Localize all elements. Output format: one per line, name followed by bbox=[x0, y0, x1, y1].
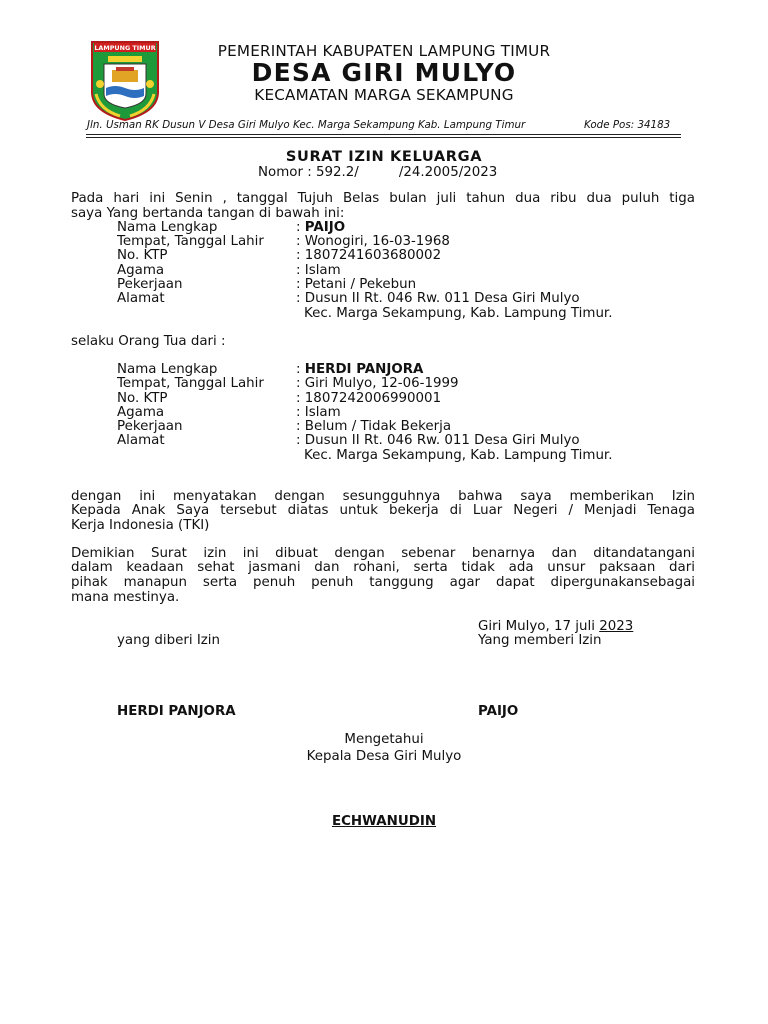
child-birth-row: : Giri Mulyo, 12-06-1999 bbox=[296, 376, 459, 391]
child-religion-label: Agama bbox=[117, 405, 165, 420]
parent-job-row: : Petani / Pekebun bbox=[296, 277, 417, 292]
statement-line-1: dengan ini menyatakan dengan sesungguhnya bahwa saya memberikan Izin bbox=[71, 489, 695, 504]
opening-line-1: Pada hari ini Senin , tanggal Tujuh Belas bulan juli tahun dua ribu dua puluh tiga bbox=[71, 191, 695, 206]
child-job-label: Pekerjaan bbox=[117, 419, 183, 434]
statement-line-2: Kepada Anak Saya tersebut diatas untuk bekerja di Luar Negeri / Menjadi Tenaga bbox=[71, 503, 695, 518]
parent-ktp-row: : 1807241603680002 bbox=[296, 248, 442, 263]
parent-name-label: Nama Lengkap bbox=[117, 220, 218, 235]
left-signer-name: HERDI PANJORA bbox=[117, 704, 236, 719]
village-head-title: Kepala Desa Giri Mulyo bbox=[306, 749, 462, 764]
parent-address-1: Dusun II Rt. 046 Rw. 011 Desa Giri Mulyo bbox=[304, 291, 580, 306]
child-ktp: 1807242006990001 bbox=[304, 391, 442, 406]
parent-religion: Islam bbox=[304, 263, 341, 278]
parent-address-label: Alamat bbox=[117, 291, 165, 306]
child-address-1: Dusun II Rt. 046 Rw. 011 Desa Giri Mulyo bbox=[304, 433, 580, 448]
child-birth-label: Tempat, Tanggal Lahir bbox=[117, 376, 264, 391]
parent-name-row: : PAIJO bbox=[296, 220, 346, 235]
header-rule-bottom bbox=[86, 137, 681, 138]
letter-title: SURAT IZIN KELUARGA bbox=[285, 148, 483, 165]
closing-line-1: Demikian Surat izin ini dibuat dengan sebenar benarnya dan ditandatangani bbox=[71, 546, 695, 561]
letter-number bbox=[258, 165, 497, 180]
child-ktp-row: : 1807242006990001 bbox=[296, 391, 442, 406]
parent-ktp-label: No. KTP bbox=[117, 248, 168, 263]
district-name: KECAMATAN MARGA SEKAMPUNG bbox=[254, 86, 514, 104]
parent-job-label: Pekerjaan bbox=[117, 277, 183, 292]
statement-line-3: Kerja Indonesia (TKI) bbox=[71, 518, 210, 533]
right-signer-name: PAIJO bbox=[478, 704, 519, 719]
number-label: Nomor : 592.2/ bbox=[258, 165, 359, 180]
child-religion: Islam bbox=[304, 405, 341, 420]
office-address bbox=[87, 119, 671, 131]
village-head-name: ECHWANUDIN bbox=[331, 814, 437, 829]
opening-line-2: saya Yang bertanda tangan di bawah ini: bbox=[71, 206, 345, 221]
relation-text: selaku Orang Tua dari : bbox=[71, 334, 226, 349]
parent-job: Petani / Pekebun bbox=[304, 277, 417, 292]
parent-address-row: : Dusun II Rt. 046 Rw. 011 Desa Giri Mulyo bbox=[296, 291, 580, 306]
child-address-label: Alamat bbox=[117, 433, 165, 448]
place-date-text: Giri Mulyo, 17 juli bbox=[478, 619, 595, 634]
closing-line-2: dalam keadaan sehat jasmani dan rohani, serta tidak ada unsur paksaan dari bbox=[71, 560, 695, 575]
address-text: Jln. Usman RK Dusun V Desa Giri Mulyo Kec. Marga Sekampung Kab. Lampung Timur bbox=[87, 119, 526, 131]
child-name-label: Nama Lengkap bbox=[117, 362, 218, 377]
parent-address-2: Kec. Marga Sekampung, Kab. Lampung Timur. bbox=[304, 306, 613, 321]
child-religion-row: : Islam bbox=[296, 405, 341, 420]
child-name-row: : HERDI PANJORA bbox=[296, 362, 424, 377]
child-address-row: : Dusun II Rt. 046 Rw. 011 Desa Giri Mulyo bbox=[296, 433, 580, 448]
closing-line-4: mana mestinya. bbox=[71, 590, 180, 605]
acknowledge-label: Mengetahui bbox=[344, 732, 424, 747]
child-name: HERDI PANJORA bbox=[304, 362, 424, 377]
child-birth: Giri Mulyo, 12-06-1999 bbox=[304, 376, 459, 391]
child-job: Belum / Tidak Bekerja bbox=[304, 419, 452, 434]
place-date bbox=[478, 619, 633, 634]
letter-year: 2023 bbox=[599, 619, 634, 634]
village-name: DESA GIRI MULYO bbox=[251, 58, 517, 87]
child-job-row: : Belum / Tidak Bekerja bbox=[296, 419, 452, 434]
left-signer-label: yang diberi Izin bbox=[117, 633, 220, 648]
government-name: PEMERINTAH KABUPATEN LAMPUNG TIMUR bbox=[217, 42, 551, 60]
postal-code: Kode Pos: 34183 bbox=[584, 119, 671, 131]
logo-text: LAMPUNG TIMUR bbox=[94, 44, 156, 52]
parent-birth-label: Tempat, Tanggal Lahir bbox=[117, 234, 264, 249]
village-head-block bbox=[0, 814, 768, 829]
right-signer-label: Yang memberi Izin bbox=[478, 633, 602, 648]
child-ktp-label: No. KTP bbox=[117, 391, 168, 406]
parent-ktp: 1807241603680002 bbox=[304, 248, 442, 263]
header-rule-top bbox=[86, 134, 681, 135]
child-address-2: Kec. Marga Sekampung, Kab. Lampung Timur. bbox=[304, 448, 613, 463]
parent-religion-label: Agama bbox=[117, 263, 165, 278]
closing-line-3: pihak manapun serta penuh penuh tanggung agar dapat dipergunakansebagai bbox=[71, 575, 695, 590]
parent-religion-row: : Islam bbox=[296, 263, 341, 278]
parent-birth: Wonogiri, 16-03-1968 bbox=[304, 234, 450, 249]
parent-name: PAIJO bbox=[304, 220, 346, 235]
parent-birth-row: : Wonogiri, 16-03-1968 bbox=[296, 234, 450, 249]
number-rest: /24.2005/2023 bbox=[398, 165, 498, 180]
